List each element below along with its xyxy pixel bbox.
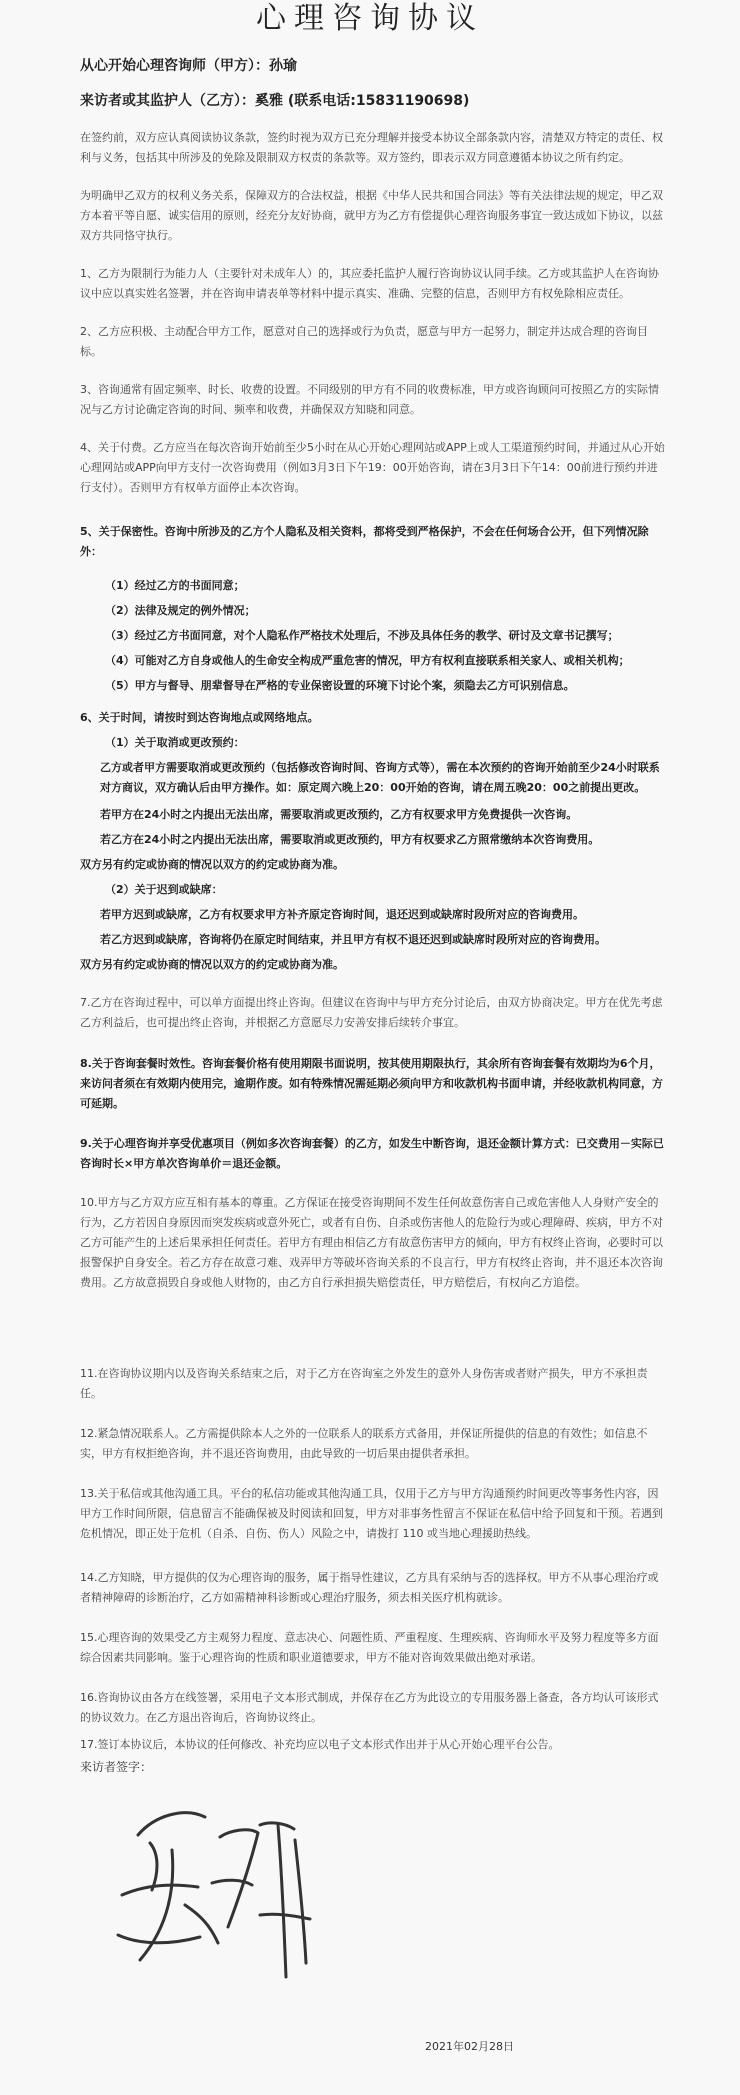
clause-7: 7.乙方在咨询过程中，可以单方面提出终止咨询。但建议在咨询中与甲方充分讨论后，由双方协商决定。甲方在优先考虑乙方利益后，也可提出终止咨询，并根据乙方意愿尽力安善安排后续转介事宜。 — [80, 996, 663, 1029]
clause-1: 1、乙方为限制行为能力人（主要针对未成年人）的，其应委托监护人履行咨询协议认同手续。乙方或其监护人在咨询协议中应以真实姓名签署，并在咨询申请表单等材料中提示真实、准确、完整的信息，否则甲方有权免除相应责任。 — [80, 267, 659, 300]
clause-6-2-b: 若乙方迟到或缺席，咨询将仍在原定时间结束，并且甲方有权不退还迟到或缺席时段所对应的咨询费用。 — [100, 933, 606, 946]
clause-5-item: （3）经过乙方书面同意，对个人隐私作严格技术处理后，不涉及具体任务的教学、研讨及文章书记撰写； — [105, 629, 619, 642]
clause-5-item: （1）经过乙方的书面同意； — [105, 579, 245, 592]
clause-6-1-d: 双方另有约定或协商的情况以双方的约定或协商为准。 — [80, 858, 344, 871]
clause-5: 5、关于保密性。咨询中所涉及的乙方个人隐私及相关资料，都将受到严格保护，不会在任何场合公开，但下列情况除外： — [80, 525, 649, 558]
clause-6-1-a: 乙方或者甲方需要取消或更改预约（包括修改咨询时间、咨询方式等），需在本次预约的咨询开始前至少24小时联系对方商议，双方确认后由甲方操作。如：原定周六晚上20：00开始的咨询，请在周五晚20：00之前提出更改。 — [100, 761, 660, 794]
clause-6-2-a: 若甲方迟到或缺席，乙方有权要求甲方补齐原定咨询时间，退还迟到或缺席时段所对应的咨询费用。 — [100, 908, 584, 921]
clause-17: 17.签订本协议后，本协议的任何修改、补充均应以电子文本形式作出并于从心开始心理平台公告。 — [80, 1738, 560, 1751]
clause-11: 11.在咨询协议期内以及咨询关系结束之后，对于乙方在咨询室之外发生的意外人身伤害或者财产损失，甲方不承担责任。 — [80, 1367, 648, 1400]
signature-label: 来访者签字： — [80, 1760, 153, 1774]
clause-3: 3、咨询通常有固定频率、时长、收费的设置。不同级别的甲方有不同的收费标准，甲方或咨询顾问可按照乙方的实际情况与乙方讨论确定咨询的时间、频率和收费，并确保双方知晓和同意。 — [80, 383, 659, 416]
intro-paragraph-2: 为明确甲乙双方的权利义务关系，保障双方的合法权益，根据《中华人民共和国合同法》等有关法律法规的规定，甲乙双方本着平等自愿、诚实信用的原则，经充分友好协商，就甲方为乙方有偿提供心理咨询服务事宜一致达成如下协议，以兹双方共同恪守执行。 — [80, 189, 663, 242]
clause-5-item: （2）法律及规定的例外情况； — [105, 604, 256, 617]
clause-15: 15.心理咨询的效果受乙方主观努力程度、意志决心、问题性质、严重程度、生理疾病、咨询师水平及努力程度等多方面综合因素共同影响。鉴于心理咨询的性质和职业道德要求，甲方不能对咨询效果做出绝对承诺。 — [80, 1631, 659, 1664]
party-b-line: 来访者或其监护人（乙方）：奚雅 (联系电话:15831190698) — [80, 93, 470, 109]
clause-6-1-b: 若甲方在24小时之内提出无法出席，需要取消或更改预约，乙方有权要求甲方免费提供一次咨询。 — [100, 808, 578, 821]
clause-12: 12.紧急情况联系人。乙方需提供除本人之外的一位联系人的联系方式备用，并保证所提供的信息的有效性；如信息不实，甲方有权拒绝咨询，并不退还咨询费用，由此导致的一切后果由提供者承担。 — [80, 1427, 648, 1460]
document-title: 心理咨询协议 — [256, 1, 484, 36]
clause-4: 4、关于付费。乙方应当在每次咨询开始前至少5小时在从心开始心理网站或APP上或人工渠道预约时间，并通过从心开始心理网站或APP向甲方支付一次咨询费用（例如3月3日下午19：00开始咨询，请在3月3日下午14：00前进行预约并进行支付）。否则甲方有权单方面停止本次咨询。 — [80, 441, 665, 494]
clause-5-item: （4）可能对乙方自身或他人的生命安全构成严重危害的情况，甲方有权利直接联系相关家人、或相关机构； — [105, 654, 630, 667]
clause-16: 16.咨询协议由各方在线签署，采用电子文本形式制成，并保存在乙方为此设立的专用服务器上备查，各方均认可该形式的协议效力。在乙方退出咨询后，咨询协议终止。 — [80, 1691, 659, 1724]
clause-14: 14.乙方知晓，甲方提供的仅为心理咨询的服务，属于指导性建议，乙方具有采纳与否的选择权。甲方不从事心理治疗或者精神障碍的诊断治疗，乙方如需精神科诊断或心理治疗服务，须去相关医疗机构就诊。 — [80, 1571, 659, 1604]
clause-6-1-title: （1）关于取消或更改预约： — [105, 736, 245, 749]
clause-13: 13.关于私信或其他沟通工具。平台的私信功能或其他沟通工具，仅用于乙方与甲方沟通预约时间更改等事务性内容，因甲方工作时间所限，信息留言不能确保被及时阅读和回复，甲方对非事务性留言不保证在私信中给予回复和干预。若遇到危机情况，即正处于危机（自杀、自伤、伤人）风险之中，请拨打 110 或当地心理援助热线。 — [80, 1487, 663, 1540]
clause-6-2-title: （2）关于迟到或缺席： — [105, 883, 223, 896]
clause-10: 10.甲方与乙方双方应互相有基本的尊重。乙方保证在接受咨询期间不发生任何故意伤害自己或危害他人人身财产安全的行为，乙方若因自身原因而突发疾病或意外死亡，或者有自伤、自杀或伤害他人的危险行为或心理障碍、疾病，甲方不对乙方可能产生的上述后果承担任何责任。若甲方有理由相信乙方有故意伤害甲方的倾向，甲方有权终止咨询，必要时可以报警保护自身安全。若乙方存在故意刁难、戏弄甲方等破坏咨询关系的不良言行，甲方有权终止咨询，并不退还本次咨询费用。乙方故意损毁自身或他人财物的，由乙方自行承担损失赔偿责任，甲方赔偿后，有权向乙方追偿。 — [80, 1196, 663, 1289]
intro-paragraph-1: 在签约前，双方应认真阅读协议条款，签约时视为双方已充分理解并接受本协议全部条款内容，清楚双方特定的责任、权利与义务，包括其中所涉及的免除及限制双方权责的条款等。双方签约，即表示双方同意遵循本协议之所有约定。 — [80, 131, 663, 164]
clause-8: 8.关于咨询套餐时效性。咨询套餐价格有使用期限书面说明，按其使用期限执行，其余所有咨询套餐有效期均为6个月，来访问者须在有效期内使用完，逾期作废。如有特殊情况需延期必须向甲方和收款机构书面申请，并经收款机构同意，方可延期。 — [80, 1057, 663, 1110]
clause-6: 6、关于时间，请按时到达咨询地点或网络地点。 — [80, 711, 319, 724]
clause-5-item: （5）甲方与督导、朋辈督导在严格的专业保密设置的环境下讨论个案，须隐去乙方可识别信息。 — [105, 679, 575, 692]
signing-date: 2021年02月28日 — [425, 2040, 514, 2053]
handwritten-signature — [100, 1795, 340, 1985]
party-a-line: 从心开始心理咨询师（甲方）：孙瑜 — [80, 58, 297, 74]
clause-9: 9.关于心理咨询并享受优惠项目（例如多次咨询套餐）的乙方，如发生中断咨询，退还金额计算方式：已交费用－实际已咨询时长×甲方单次咨询单价＝退还金额。 — [80, 1137, 664, 1170]
clause-2: 2、乙方应积极、主动配合甲方工作，愿意对自己的选择或行为负责，愿意与甲方一起努力，制定并达成合理的咨询目标。 — [80, 325, 648, 358]
clause-6-1-c: 若乙方在24小时之内提出无法出席，需要取消或更改预约，甲方有权要求乙方照常缴纳本次咨询费用。 — [100, 833, 600, 846]
clause-6-2-c: 双方另有约定或协商的情况以双方的约定或协商为准。 — [80, 958, 344, 971]
